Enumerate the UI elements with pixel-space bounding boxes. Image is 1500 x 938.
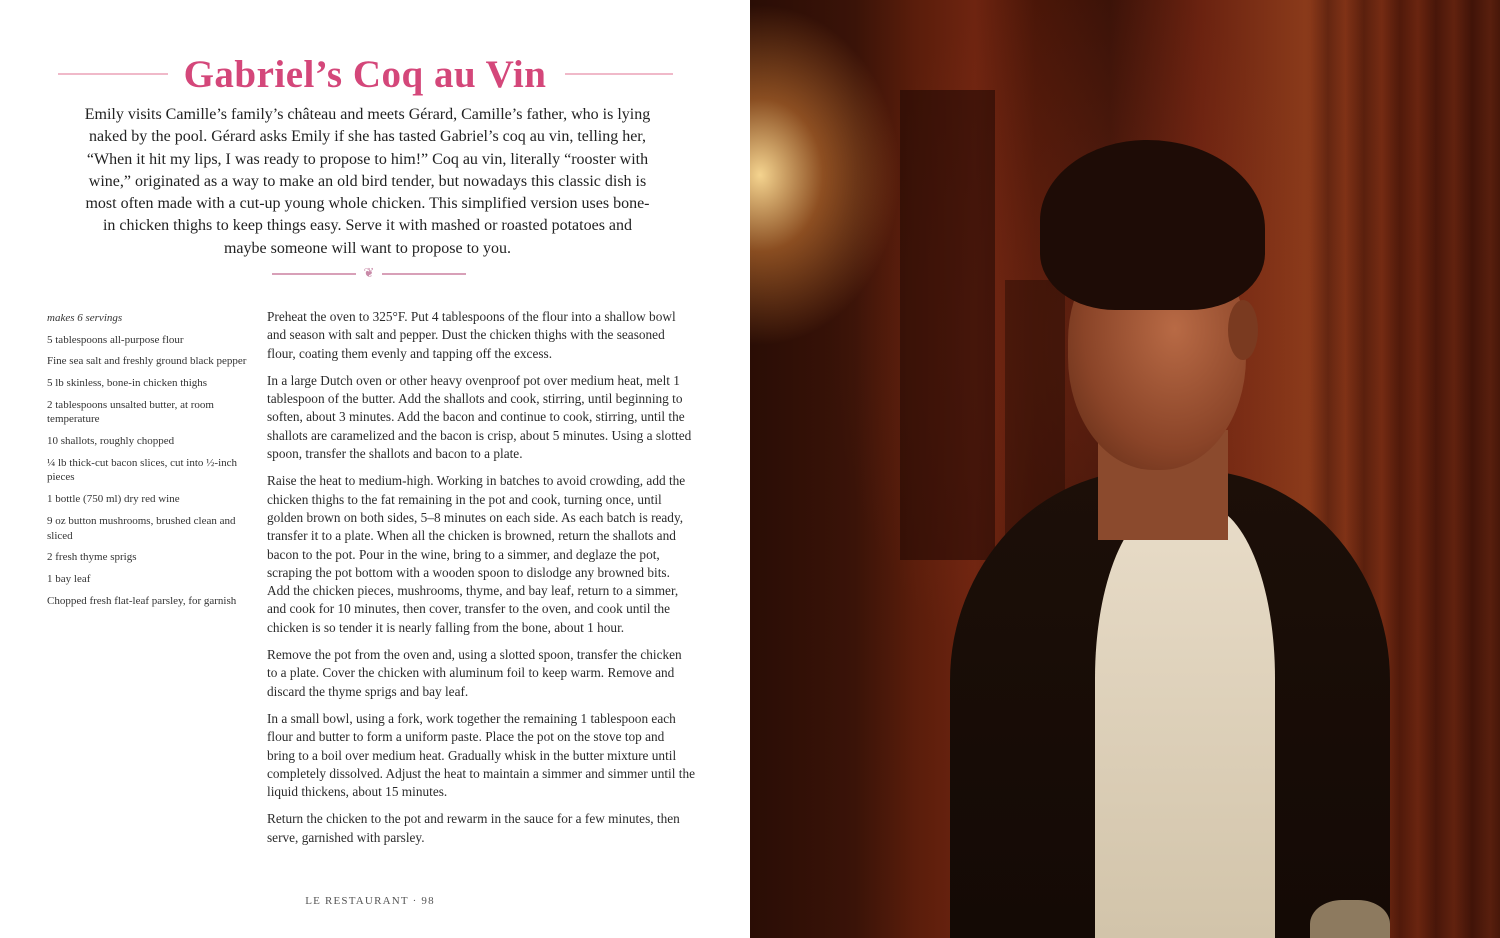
method-step: Return the chicken to the pot and rewarm in the sauce for a few minutes, then serve, garnished with parsley.	[267, 811, 680, 845]
ingredient-item: ¼ lb thick-cut bacon slices, cut into ½-inch pieces	[47, 456, 238, 484]
method-column	[267, 308, 695, 856]
method-step: Remove the pot from the oven and, using a slotted spoon, transfer the chicken to a plate. Cover the chicken with aluminum foil to keep warm. Remove and discard the thyme sprigs and bay leaf.	[267, 647, 682, 699]
ingredient-item: 1 bottle (750 ml) dry red wine	[47, 493, 180, 506]
ingredient-item: 5 tablespoons all-purpose flour	[47, 333, 184, 346]
method-step: Raise the heat to medium-high. Working in batches to avoid crowding, add the chicken thighs to the fat remaining in the pot and cook, turning once, until golden brown on both sides, 5–8 minutes on each side. As each batch is ready, transfer it to a plate. When all the chicken is browned, return the shallots and bacon to the pot. Pour in the wine, bring to a simmer, and deglaze the pot, scraping the pot bottom with a wooden spoon to dislodge any browned bits. Add the chicken pieces, mushrooms, thyme, and bay leaf, return to a simmer, and cook for 10 minutes, then cover, transfer to the oven, and cook until the chicken is so tender it is nearly falling from the bone, about 1 hour.	[267, 473, 686, 635]
method-step: In a large Dutch oven or other heavy ovenproof pot over medium heat, melt 1 tablespoon of the butter. Add the shallots and cook, stirring, until beginning to soften, about 3 minutes. Add the bacon and continue to cook, stirring, until the shallots are caramelized and the bacon is crisp, about 5 minutes. Using a slotted spoon, transfer the shallots and bacon to a plate.	[267, 372, 692, 462]
method-step: Preheat the oven to 325°F. Put 4 tablespoons of the flour into a shallow bowl and season with salt and pepper. Dust the chicken thighs with the seasoned flour, coating them evenly and tapping off the excess.	[267, 309, 676, 361]
wall-panel	[900, 90, 995, 560]
recipe-title: Gabriel’s Coq au Vin	[183, 53, 547, 96]
wine-glass	[1310, 900, 1390, 938]
ingredient-item: 2 fresh thyme sprigs	[47, 551, 137, 564]
ingredient-list	[47, 333, 247, 609]
photo-page	[750, 0, 1500, 938]
ornament-icon: ❦	[363, 265, 375, 280]
ingredient-item: Chopped fresh flat-leaf parsley, for garnish	[47, 594, 237, 607]
ingredient-item: 10 shallots, roughly chopped	[47, 435, 175, 448]
white-tshirt	[1095, 505, 1275, 938]
divider-line-right	[382, 273, 466, 275]
servings-label: makes 6 servings	[47, 312, 123, 324]
method-step: In a small bowl, using a fork, work together the remaining 1 tablespoon each flour and butter to form a uniform paste. Place the pot on the stove top and bring to a boil over medium heat. Gradually whisk in the butter mixture until completely dissolved. Adjust the heat to maintain a simmer and simmer until the liquid thickens, about 15 minutes.	[267, 710, 696, 800]
ear	[1228, 300, 1258, 360]
ornament-divider	[272, 265, 466, 288]
page-footer: LE RESTAURANT · 98	[305, 895, 435, 907]
hair	[1040, 140, 1265, 310]
ingredients-column	[47, 311, 247, 616]
ingredient-item: 5 lb skinless, bone-in chicken thighs	[47, 377, 208, 390]
recipe-intro: Emily visits Camille’s family’s château and meets Gérard, Camille’s father, who is lying naked by the pool. Gérard asks Emily if she has tasted Gabriel’s coq au vin, telling her, “When it hit my lips, I was ready to propose to him!” Coq au vin, literally “rooster with wine,” originated as a way to make an old bird tender, but nowadays this classic dish is most often made with a cut-up young whole chicken. This simplified version uses bone-in chicken thighs to keep things easy. Serve it with mashed or roasted potatoes and maybe someone will want to propose to you.	[84, 106, 651, 257]
ingredient-item: 2 tablespoons unsalted butter, at room temperature	[47, 398, 214, 426]
divider-line-left	[272, 273, 356, 275]
ingredient-item: Fine sea salt and freshly ground black pepper	[47, 355, 247, 368]
ingredient-item: 9 oz button mushrooms, brushed clean and sliced	[47, 515, 236, 542]
ingredient-item: 1 bay leaf	[47, 573, 91, 586]
